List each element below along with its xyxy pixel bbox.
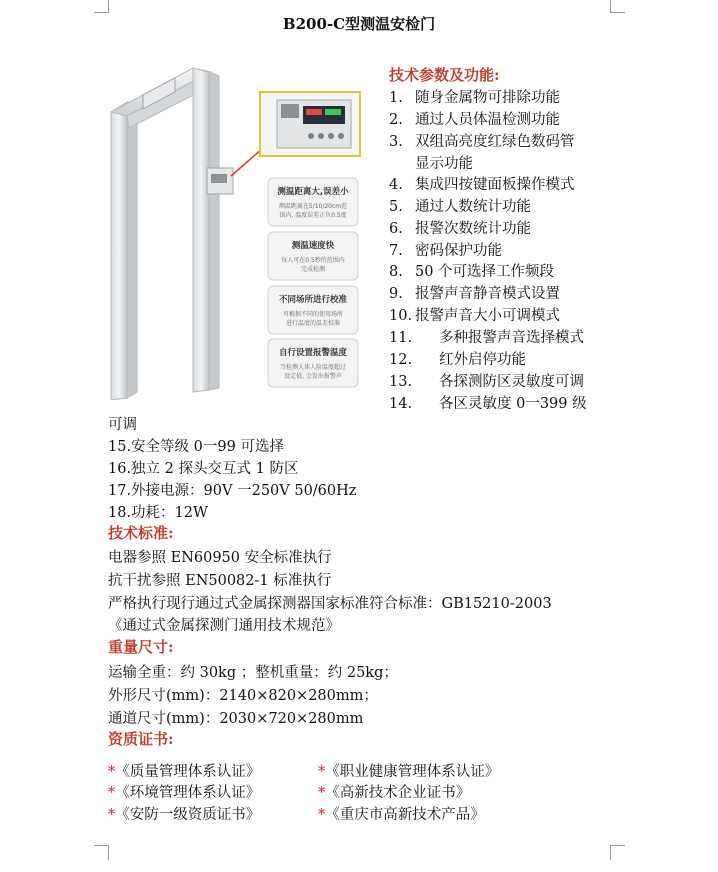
standard-line: 电器参照 EN60950 安全标准执行 [108, 550, 332, 566]
standard-line: 《通过式金属探测门通用技术规范》 [108, 618, 340, 634]
callout-heading: 测温距离大,误差小 [277, 187, 349, 197]
param-number: 5. [389, 199, 403, 215]
certificate-name: 《重庆市高新技术产品》 [325, 807, 485, 823]
certificates-heading: 资质证书: [108, 730, 174, 748]
param-item [389, 173, 575, 194]
certificate-name: 《职业健康管理体系认证》 [325, 764, 500, 780]
star-marker: * [318, 764, 326, 780]
certificate-name: 《质量管理体系认证》 [115, 764, 261, 780]
star-marker: * [108, 764, 116, 780]
param-item [389, 108, 560, 129]
tech-standard-heading: 技术标准: [108, 524, 174, 542]
callout-text: 进行温度的温差校准 [285, 320, 341, 327]
param-text: 多种报警声音选择模式 [439, 330, 584, 346]
param-item [389, 304, 560, 325]
callout-text: 围内, 温度误差正负0.5度 [279, 212, 347, 219]
page-corner-mark [610, 845, 625, 860]
callout-heading: 不同场所进行校准 [278, 295, 348, 305]
page-corner-mark [94, 845, 109, 860]
page-corner-mark [94, 0, 109, 13]
size-line: 外形尺寸(mm)：2140×820×280mm； [108, 688, 378, 704]
certificate-item [108, 803, 260, 824]
star-marker: * [318, 807, 326, 823]
param-number: 4. [389, 177, 403, 193]
callout-heading: 自行设置报警温度 [278, 348, 348, 358]
callout-heading: 测温速度快 [291, 241, 335, 251]
callout-text: 测温距离在5/10/20cm范 [278, 203, 348, 210]
param-number: 14. [389, 396, 413, 412]
star-marker: * [108, 785, 116, 801]
param-number: 9. [389, 286, 403, 302]
param-item [389, 86, 560, 107]
param-number: 7. [389, 243, 403, 259]
certificate-item [318, 803, 485, 824]
standard-line: 严格执行现行通过式金属探测器国家标准符合标准：GB15210-2003 [108, 596, 552, 612]
certificate-item [318, 760, 499, 781]
param-item [389, 217, 531, 238]
star-marker: * [318, 785, 326, 801]
param-text: 通过人数统计功能 [415, 199, 531, 215]
param-text: 集成四按键面板操作模式 [415, 177, 575, 193]
param-item [389, 348, 526, 369]
param-item [389, 260, 554, 281]
callout-text: 可根据不同的使用场所 [282, 311, 344, 318]
param-text: 红外启停功能 [439, 352, 526, 368]
callout-text: 完成检测 [300, 266, 326, 273]
param-number: 12. [389, 352, 413, 368]
star-marker: * [108, 807, 116, 823]
param-text: 报警次数统计功能 [415, 221, 531, 237]
param-text: 双组高亮度红绿色数码管 [415, 134, 575, 150]
param-number: 11. [389, 330, 413, 346]
certificate-name: 《高新技术企业证书》 [325, 785, 471, 801]
param-text: 显示功能 [415, 156, 473, 172]
param-item [389, 152, 473, 173]
security-gate-illustration [107, 66, 367, 400]
param-item [389, 392, 587, 413]
param-text: 密码保护功能 [415, 243, 502, 259]
param-number: 1. [389, 90, 403, 106]
param-continuation: 可调 [108, 417, 137, 433]
param-item [389, 130, 575, 151]
param-text: 50 个可选择工作频段 [415, 264, 555, 280]
param-text: 各探测防区灵敏度可调 [439, 374, 584, 390]
param-number: 2. [389, 112, 403, 128]
callout-text: 当检测人体人脸温度超过 [279, 364, 347, 371]
page-corner-mark [610, 0, 625, 13]
standard-line: 抗干扰参照 EN50082-1 标准执行 [108, 573, 332, 589]
param-number: 3. [389, 134, 403, 150]
param-item [389, 326, 584, 347]
weight-size-heading: 重量尺寸: [108, 638, 174, 656]
param-number: 8. [389, 264, 403, 280]
certificate-name: 《环境管理体系认证》 [115, 785, 261, 801]
product-figure [107, 66, 367, 400]
param-item [389, 195, 531, 216]
callout-text: 每人可在0.5秒的范围内 [281, 257, 345, 264]
param-item: 17.外接电源：90V 一250V 50/60Hz [108, 483, 357, 499]
certificate-item [108, 781, 260, 802]
document-title: B200-C型测温安检门 [282, 15, 436, 33]
tech-params-heading: 技术参数及功能: [389, 66, 500, 84]
param-text: 通过人员体温检测功能 [415, 112, 560, 128]
param-number: 6. [389, 221, 403, 237]
param-item: 15.安全等级 0一99 可选择 [108, 439, 284, 455]
param-text: 报警声音大小可调模式 [415, 308, 560, 324]
certificate-name: 《安防一级资质证书》 [115, 807, 261, 823]
param-text: 随身金属物可排除功能 [415, 90, 560, 106]
param-item [389, 282, 560, 303]
param-text: 报警声音静音模式设置 [415, 286, 560, 302]
param-text: 各区灵敏度 0一399 级 [439, 396, 587, 412]
param-item [389, 239, 502, 260]
param-item: 16.独立 2 探头交互式 1 防区 [108, 461, 299, 477]
weight-line: 运输全重：约 30kg ；整机重量：约 25kg； [108, 665, 398, 681]
param-number: 13. [389, 374, 413, 390]
size-line: 通道尺寸(mm)：2030×720×280mm [108, 711, 364, 727]
param-item [389, 370, 584, 391]
param-number: 10. [389, 308, 413, 324]
param-item: 18.功耗：12W [108, 505, 208, 521]
certificate-item [318, 781, 470, 802]
callout-text: 设定值, 会发出报警声 [284, 373, 342, 380]
certificate-item [108, 760, 260, 781]
